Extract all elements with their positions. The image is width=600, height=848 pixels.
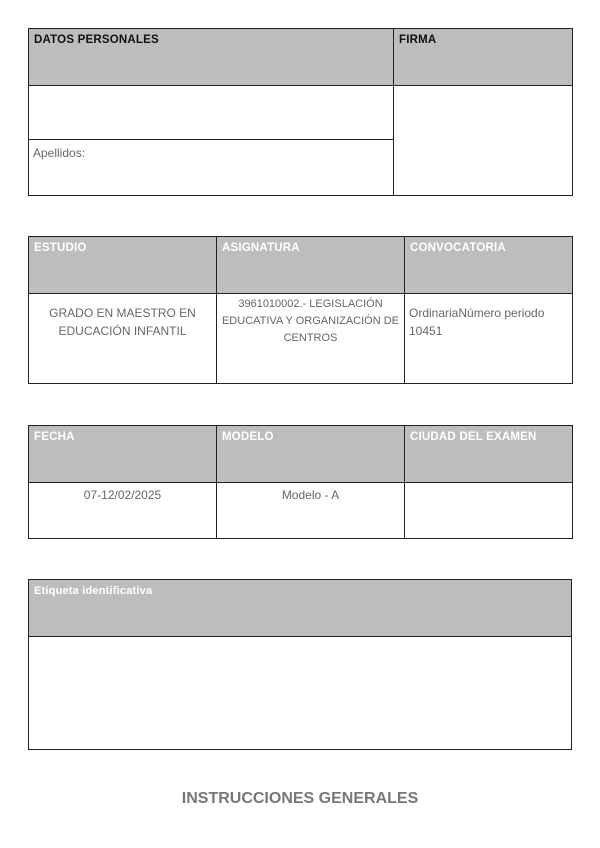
- signature-header: FIRMA: [394, 29, 573, 86]
- signature-field[interactable]: [394, 86, 573, 196]
- city-header: CIUDAD DEL EXAMEN: [405, 426, 573, 483]
- exam-table: [28, 425, 573, 539]
- name-value: [29, 86, 393, 92]
- city-field[interactable]: [405, 483, 573, 539]
- subject-value: 3961010002.- LEGISLACIÓN EDUCATIVA Y ORGANIZACIÓN DE CENTROS: [217, 294, 405, 384]
- id-label-table: [28, 579, 572, 750]
- model-value: Modelo - A: [217, 483, 405, 539]
- id-label-header: Etiqueta identificativa: [29, 580, 572, 637]
- course-table: [28, 236, 573, 384]
- surname-label: Apellidos:: [33, 146, 86, 160]
- id-label-area[interactable]: [29, 637, 572, 750]
- date-value: 07-12/02/2025: [29, 483, 217, 539]
- name-field[interactable]: [29, 86, 394, 140]
- subject-header: ASIGNATURA: [217, 237, 405, 294]
- surname-field[interactable]: [29, 140, 394, 196]
- date-header: FECHA: [29, 426, 217, 483]
- call-header: CONVOCATORIA: [405, 237, 573, 294]
- personal-data-header: DATOS PERSONALES: [29, 29, 394, 86]
- study-header: ESTUDIO: [29, 237, 217, 294]
- personal-data-table: [28, 28, 573, 196]
- study-value: GRADO EN MAESTRO EN EDUCACIÓN INFANTIL: [29, 294, 217, 384]
- instructions-title: INSTRUCCIONES GENERALES: [181, 790, 419, 807]
- call-value: OrdinariaNúmero periodo 10451: [405, 294, 573, 384]
- model-header: MODELO: [217, 426, 405, 483]
